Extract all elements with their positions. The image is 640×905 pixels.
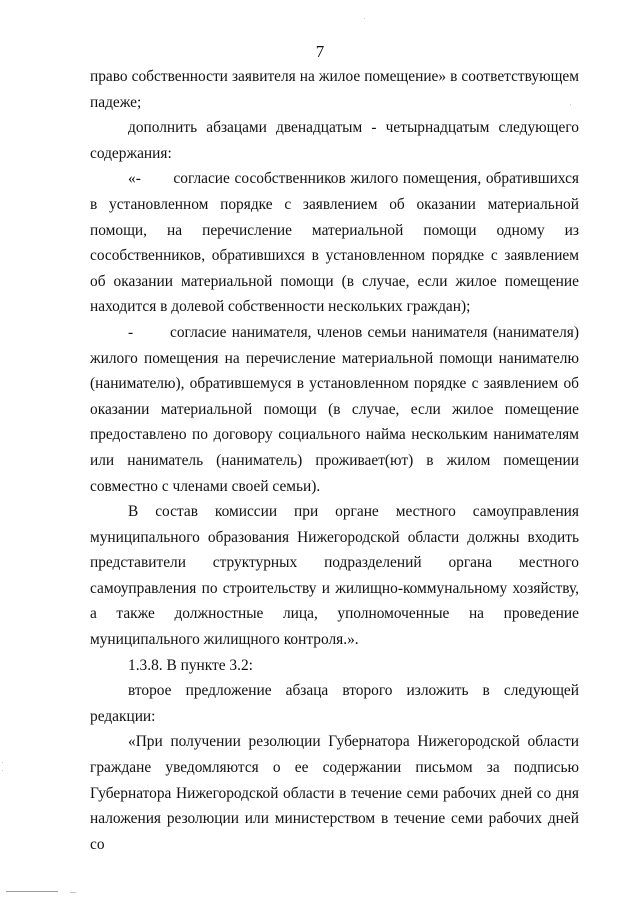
paragraph-7: второе предложение абзаца второго изложить в следующей редакции: (90, 682, 579, 725)
scan-artifact-dot (2, 770, 3, 771)
paragraph-5: В состав комиссии при органе местного самоуправления муниципального образования Нижегородской области должны входить представители структурных подразделений органа местного самоуправления по строительству и жилищно-коммунальному хозяйству, а также должностные лица, уполномоченные на проведение муниципального жилищного контроля.». (90, 503, 579, 649)
scan-artifact-dot (2, 762, 3, 763)
document-body (90, 64, 579, 857)
paragraph-1: право собственности заявителя на жилое помещение» в соответствующем падеже; (90, 68, 579, 111)
page-number: 7 (315, 42, 325, 61)
paragraph-3: «- согласие сособственников жилого помещения, обратившихся в установленном порядке с заявлением об оказании материальной помощи, на перечисление материальной помощи одному из сособственников, обратившихся в установленном порядке с заявлением об оказании материальной помощи (в случае, если жилое помещение находится в долевой собственности нескольких граждан); (90, 170, 579, 316)
scan-artifact-dot (364, 18, 365, 19)
paragraph-6: 1.3.8. В пункте 3.2: (128, 656, 253, 674)
paragraph-8: «При получении резолюции Губернатора Нижегородской области граждане уведомляются о ее содержании письмом за подписью Губернатора Нижегородской области в течение семи рабочих дней со дня наложения резолюции или министерством в течение семи рабочих дней со (90, 733, 579, 853)
scan-artifact-bottom-left-2 (70, 892, 76, 893)
scan-artifact-dot (570, 104, 571, 105)
paragraph-4: - согласие нанимателя, членов семьи нанимателя (нанимателя) жилого помещения на перечисление материальной помощи нанимателю (нанимателю), обратившемуся в установленном порядке с заявлением об оказании материальной помощи (в случае, если жилое помещение предоставлено по договору социального найма нескольким нанимателям или наниматель (наниматель) проживает(ют) в жилом помещении совместно с членами своей семьи). (90, 323, 579, 495)
paragraph-2: дополнить абзацами двенадцатым - четырнадцатым следующего содержания: (90, 119, 579, 162)
scan-artifact-bottom-left (6, 891, 58, 892)
